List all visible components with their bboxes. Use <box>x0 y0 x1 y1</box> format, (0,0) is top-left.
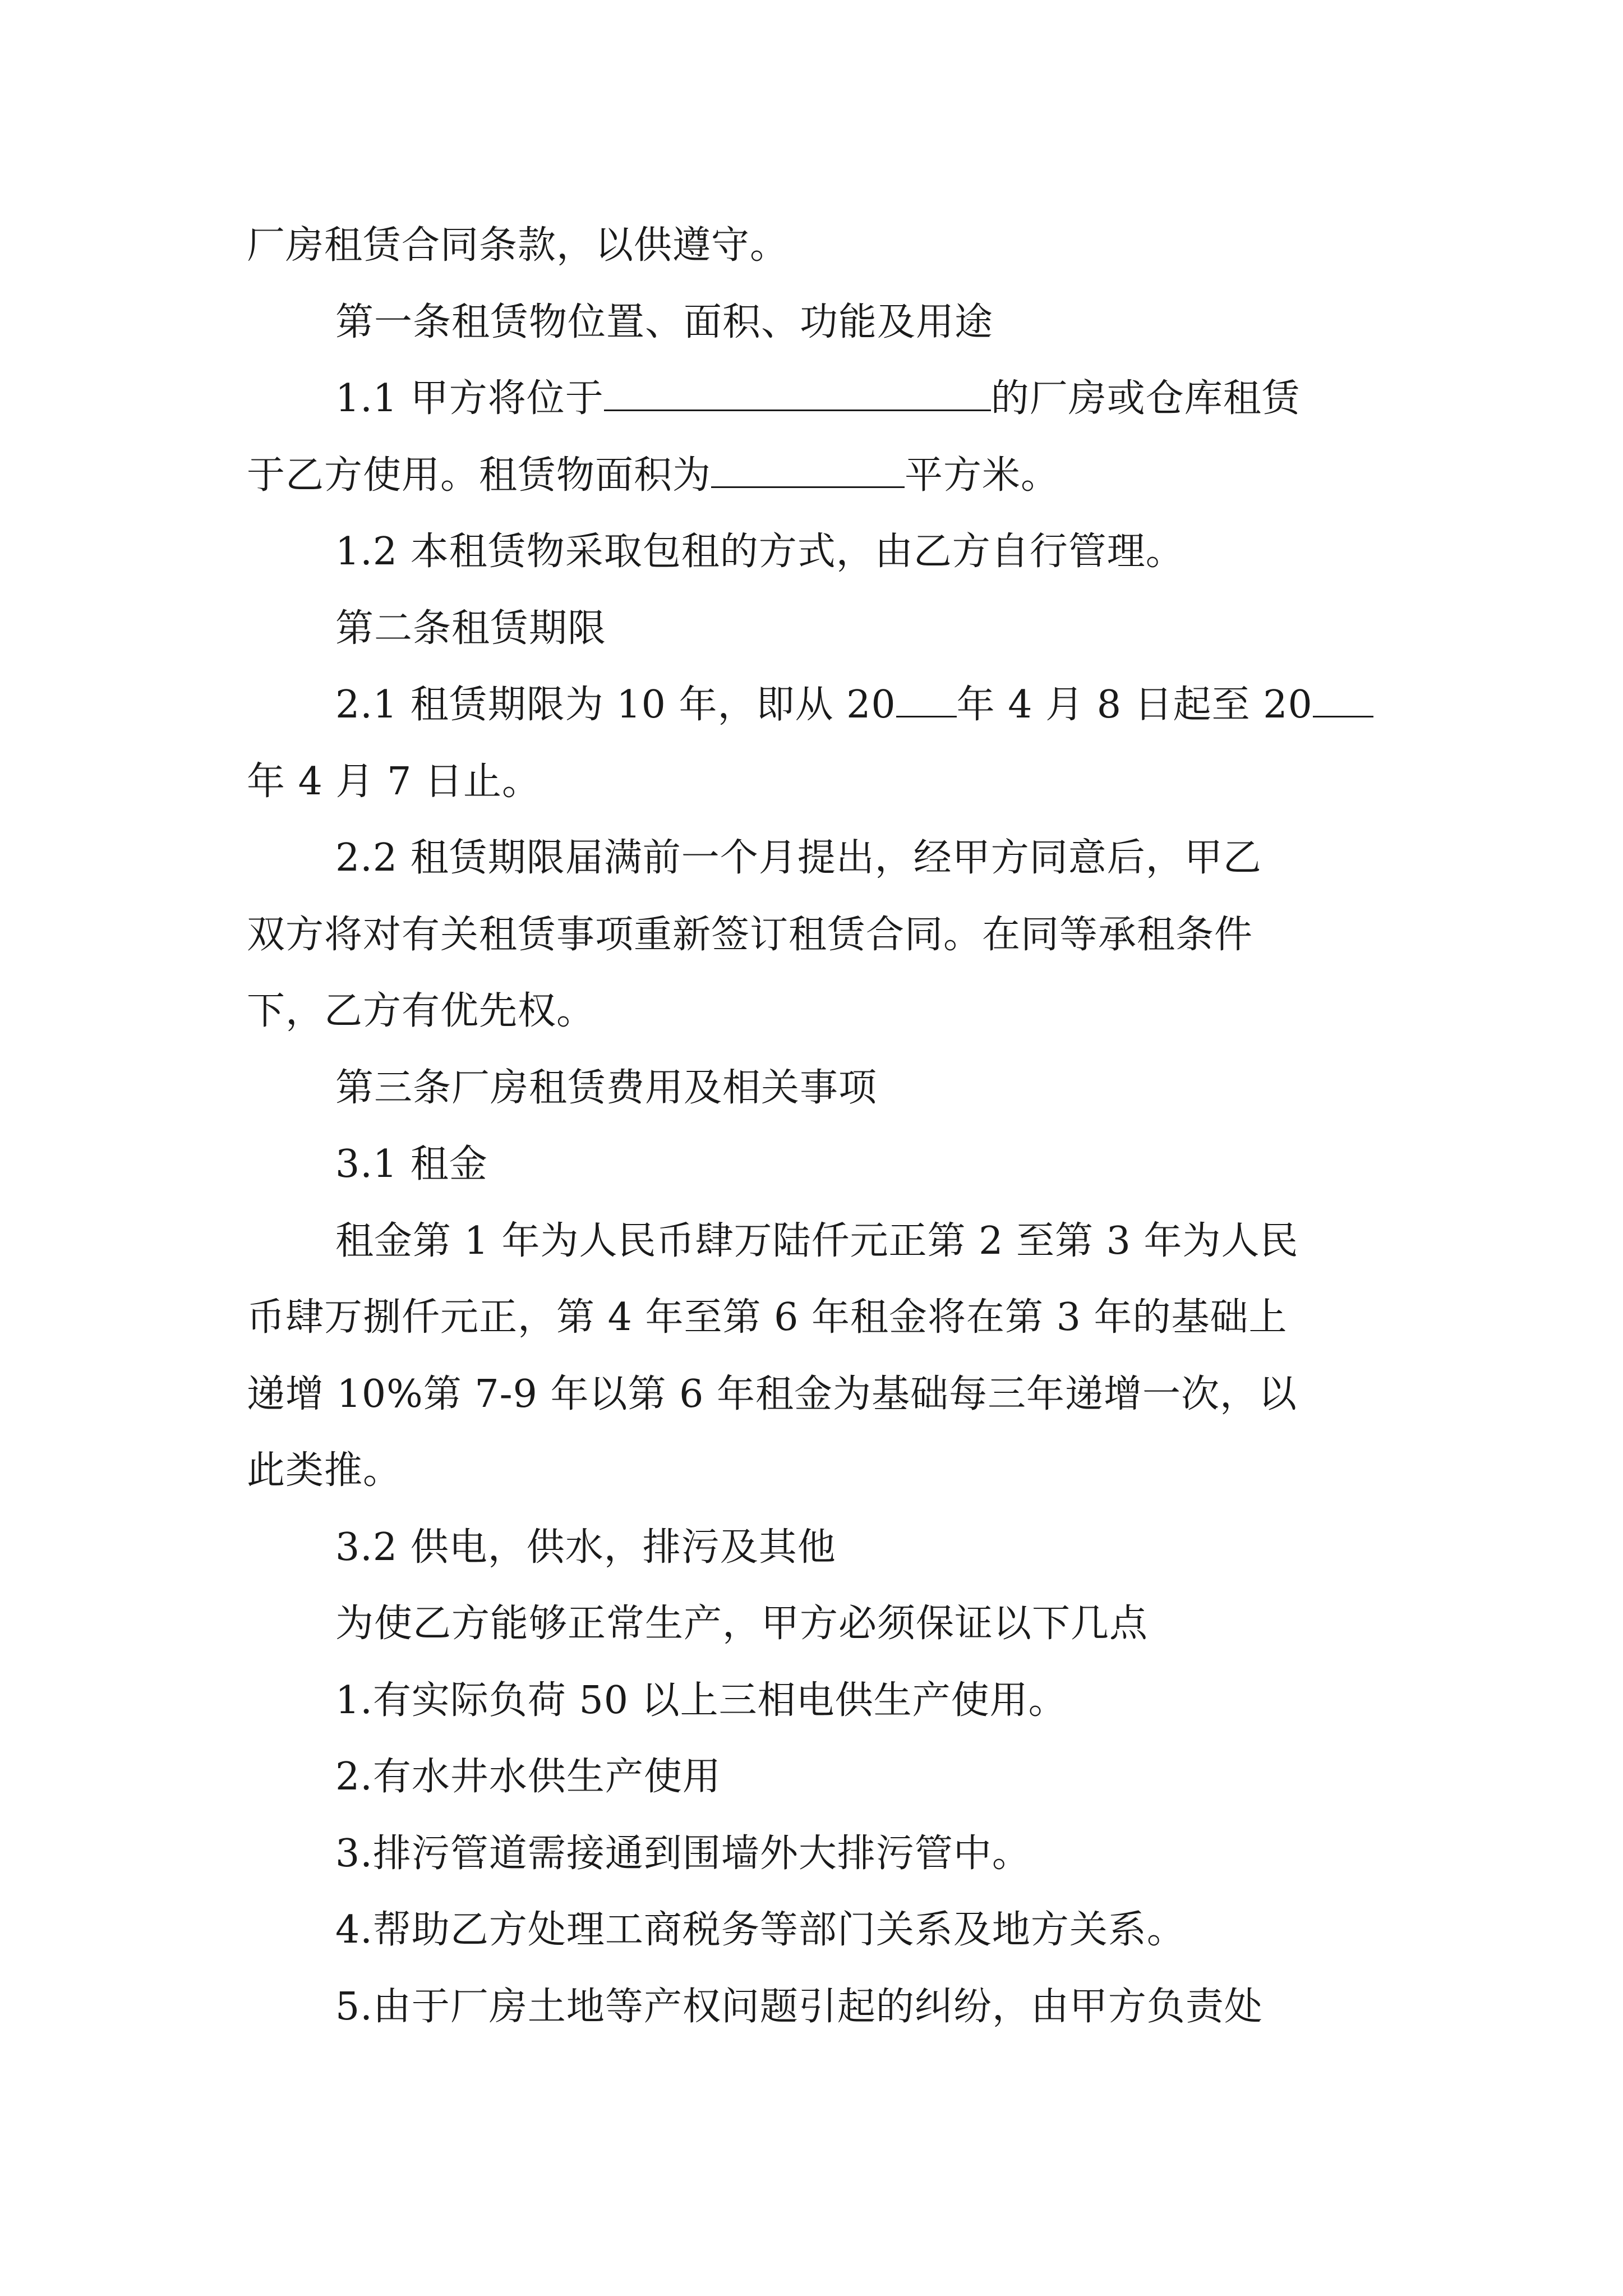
paragraph-text: 下，乙方有优先权。 <box>247 989 596 1033</box>
paragraph-text: 币肆万捌仟元正，第 4 年至第 6 年租金将在第 3 年的基础上 <box>247 1295 1288 1340</box>
text-line <box>247 1280 1391 1356</box>
end-year-blank <box>1313 683 1373 717</box>
list-item-text: 5.由于厂房土地等产权问题引起的纠纷，由甲方负责处 <box>335 1984 1263 2029</box>
paragraph-text: 为使乙方能够正常生产，甲方必须保证以下几点 <box>335 1602 1149 1646</box>
heading-text: 第二条租赁期限 <box>335 606 607 651</box>
paragraph-text: 租金第 1 年为人民币肆万陆仟元正第 2 至第 3 年为人民 <box>335 1218 1299 1263</box>
document-body <box>247 208 1391 2045</box>
section-heading-article-1 <box>247 284 1391 361</box>
list-item <box>247 1663 1391 1740</box>
list-item-text: 4.帮助乙方处理工商税务等部门关系及地方关系。 <box>335 1908 1186 1952</box>
heading-text: 3.1 租金 <box>335 1142 488 1186</box>
list-item-text: 1.有实际负荷 50 以上三相电供生产使用。 <box>335 1678 1067 1723</box>
text-line <box>247 208 1391 284</box>
paragraph-text: 的厂房或仓库租赁 <box>990 376 1301 421</box>
list-item <box>247 1892 1391 1969</box>
paragraph-text: 双方将对有关租赁事项重新签订租赁合同。在同等承租条件 <box>247 912 1253 957</box>
text-line <box>247 438 1391 514</box>
paragraph-text: 年 4 月 7 日止。 <box>247 759 541 804</box>
section-heading-article-3 <box>247 1050 1391 1127</box>
subsection-heading <box>247 1510 1391 1586</box>
paragraph-text: 于乙方使用。租赁物面积为 <box>247 453 712 498</box>
text-line <box>247 744 1391 821</box>
paragraph-text: 平方米。 <box>905 453 1060 498</box>
text-line <box>247 1203 1391 1280</box>
paragraph-text: 递增 10%第 7-9 年以第 6 年租金为基础每三年递增一次，以 <box>247 1372 1297 1416</box>
paragraph-text: 厂房租赁合同条款，以供遵守。 <box>247 223 789 268</box>
paragraph-text: 2.2 租赁期限届满前一个月提出，经甲方同意后，甲乙 <box>335 836 1262 880</box>
text-line <box>247 1586 1391 1663</box>
section-heading-article-2 <box>247 591 1391 668</box>
heading-text: 第一条租赁物位置、面积、功能及用途 <box>335 300 994 344</box>
text-line <box>247 514 1391 591</box>
location-blank <box>604 377 991 411</box>
text-line <box>247 973 1391 1050</box>
text-line <box>247 820 1391 897</box>
subsection-heading <box>247 1126 1391 1203</box>
paragraph-text: 年 4 月 8 日起至 20 <box>956 683 1313 727</box>
list-item <box>247 1816 1391 1893</box>
paragraph-text: 2.1 租赁期限为 10 年，即从 20 <box>335 683 896 727</box>
text-line <box>247 1433 1391 1510</box>
text-line <box>247 897 1391 974</box>
paragraph-text: 此类推。 <box>247 1448 402 1493</box>
text-line <box>247 667 1391 744</box>
list-item-text: 3.排污管道需接通到围墙外大排污管中。 <box>335 1831 1031 1876</box>
heading-text: 第三条厂房租赁费用及相关事项 <box>335 1065 878 1110</box>
list-item <box>247 1739 1391 1816</box>
heading-text: 3.2 供电，供水，排污及其他 <box>335 1525 836 1570</box>
paragraph-text: 1.2 本租赁物采取包租的方式，由乙方自行管理。 <box>335 530 1184 574</box>
text-line <box>247 1356 1391 1433</box>
paragraph-text: 1.1 甲方将位于 <box>335 376 604 421</box>
list-item-text: 2.有水井水供生产使用 <box>335 1755 721 1799</box>
list-item <box>247 1969 1391 2046</box>
area-blank <box>711 454 905 488</box>
start-year-blank <box>896 683 957 717</box>
text-line <box>247 361 1391 438</box>
